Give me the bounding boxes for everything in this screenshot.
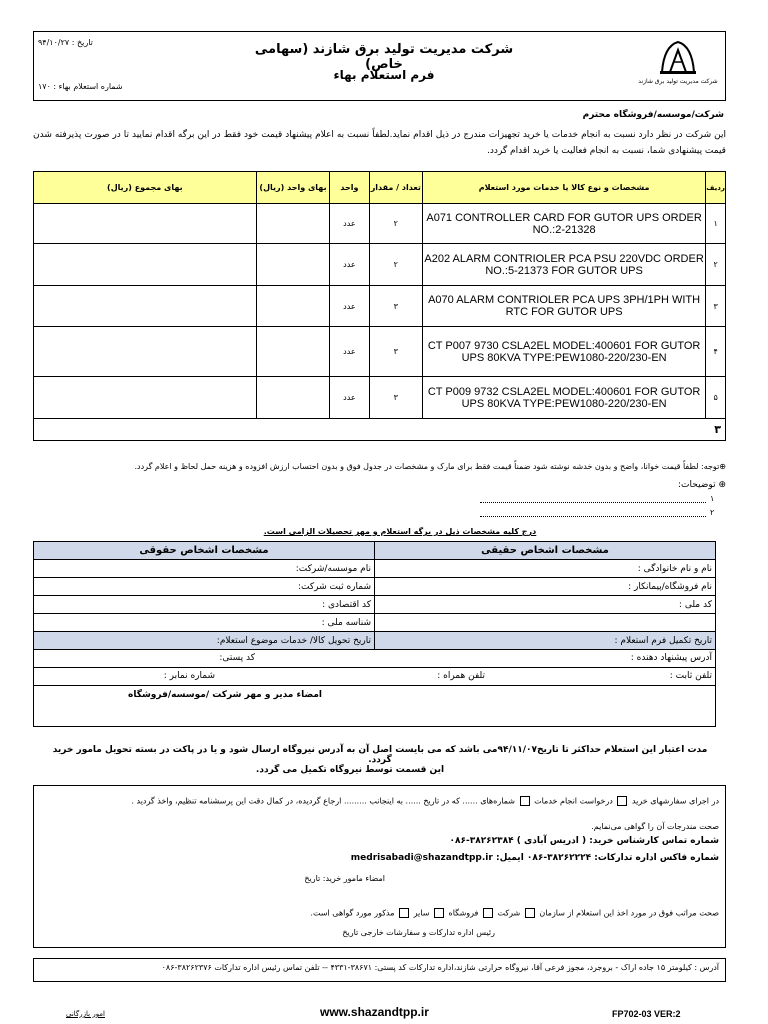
office-confirm-label: مذکور مورد گواهی است. <box>310 908 395 918</box>
row-number: ۵ <box>706 377 726 419</box>
remarks-line-1 <box>480 496 706 503</box>
email-link[interactable]: medrisabadi@shazandtpp.ir <box>350 853 493 863</box>
qty-cell: ۳ <box>369 286 422 327</box>
fax-email-label: شماره فاکس اداره تدارکات: ۳۸۲۶۲۲۲۴-۰۸۶ ایمیل: <box>495 853 719 863</box>
greeting: شرکت/موسسه/فروشگاه محترم <box>582 110 724 120</box>
total-cell <box>34 286 257 327</box>
header-box <box>33 31 726 101</box>
total-cell <box>34 327 257 377</box>
table-row <box>34 286 726 327</box>
signature-label: امضاء مدیر و مهر شرکت /موسسه/فروشگاه <box>128 690 322 700</box>
office-date-label: که در تاریخ <box>423 796 460 806</box>
footer-left: امور بازرگانی <box>66 1010 106 1018</box>
intro-text: این شرکت در نظر دارد نسبت به انجام خدمات یا خرید تجهیزات مندرج در ذیل اقدام نماید.لطفاً نسبت به اعلام پیشنهاد قیمت خود فقط در این برگه اقدام نمایید تا در صورت پذیرفته شدن قیمت پیشنهادی شما، نسبت به انجام فعالیت یا خرید اقدام گردد. <box>33 130 726 156</box>
unit-cell: عدد <box>330 244 369 286</box>
company-name: شرکت مدیریت تولید برق شازند (سهامی خاص) <box>254 42 514 72</box>
request-checkbox[interactable] <box>520 796 530 806</box>
total-cell <box>34 204 257 244</box>
legal-field-0[interactable]: نام موسسه/شرکت: <box>34 560 375 578</box>
logo-caption: شرکت مدیریت تولید برق شازند <box>638 78 718 85</box>
table-row <box>34 327 726 377</box>
remarks-number-1: ۱ <box>710 494 715 503</box>
qty-cell: ۲ <box>369 244 422 286</box>
office-to-label: به اینجانب <box>369 796 403 806</box>
row-number: ۴ <box>706 327 726 377</box>
table-row <box>34 377 726 419</box>
col-row: ردیف <box>706 172 726 204</box>
footer-code: FP702-03 VER:2 <box>612 1009 681 1019</box>
note-text: ⊕توجه: لطفاً قیمت خوانا، واضح و بدون خدشه نوشته شود ضمناً قیمت فقط برای مارک و مشخصات در جدول فوق و بدون احتساب ارزش افزوده و هزینه حمل لحاظ و اعلام گردد. <box>134 462 726 471</box>
table-row <box>34 244 726 286</box>
desc-cell: A202 ALARM CONTRIOLER PCA PSU 220VDC ORDER NO.:5-21373 FOR GUTOR UPS <box>423 244 706 286</box>
col-unit-price: بهای واحد (ریال) <box>256 172 330 204</box>
desc-cell: A071 CONTROLLER CARD FOR GUTOR UPS ORDER NO.:2-21328 <box>423 204 706 244</box>
address-bar <box>33 958 726 982</box>
real-field-0[interactable]: نام و نام خانوادگی : <box>375 560 716 578</box>
office-box <box>33 785 726 948</box>
office-line-2: صحت مندرجات آن را گواهی می‌نمایم. <box>591 822 719 831</box>
validity-text: مدت اعتبار این استعلام حداکثر تا تاریخ۹۴/۱۱/۰۷می باشد که می بایست اصل آن به آدرس نیروگاه ارسال شود و یا در پاکت در بسته تحویل مامور خرید گردد. <box>52 745 708 765</box>
remarks-line-2 <box>480 510 706 517</box>
office-line-5: امضاء مامور خرید: تاریخ <box>304 874 385 883</box>
phone-label[interactable]: تلفن ثابت : <box>669 671 712 681</box>
office-order-label: در اجرای سفارشهای خرید <box>631 796 719 806</box>
col-total: بهای مجموع (ریال) <box>34 172 257 204</box>
date-label: تاریخ : ۹۴/۱۰/۲۷ <box>38 38 93 47</box>
fill-date-field[interactable]: تاریخ تکمیل فرم استعلام : <box>375 632 716 650</box>
unit-cell: عدد <box>330 327 369 377</box>
qty-cell: ۳ <box>369 327 422 377</box>
unit-cell: عدد <box>330 377 369 419</box>
office-line-3: شماره تماس کارشناس خرید: ( ادریس آبادی ) ۳۸۲۶۲۳۸۴-۰۸۶ <box>449 836 719 846</box>
unit-price-cell <box>256 286 330 327</box>
unit-price-cell <box>256 327 330 377</box>
unit-price-cell <box>256 377 330 419</box>
address-row <box>34 650 716 668</box>
order-checkbox[interactable] <box>617 796 627 806</box>
total-cell <box>34 377 257 419</box>
unit-price-cell <box>256 244 330 286</box>
phone-row <box>34 668 716 686</box>
total-cell <box>34 244 257 286</box>
office-cert-label: صحت مراتب فوق در مورد اخذ این استعلام از سازمان <box>539 908 719 918</box>
col-qty: تعداد / مقدار <box>369 172 422 204</box>
unit-cell: عدد <box>330 204 369 244</box>
legal-header: مشخصات اشخاص حقوقی <box>34 542 375 560</box>
legal-field-2[interactable]: کد اقتصادی : <box>34 596 375 614</box>
office-shop-label: فروشگاه <box>448 908 479 918</box>
other-checkbox[interactable] <box>434 908 444 918</box>
remarks-text: توضیحات: <box>678 480 716 490</box>
footer-number: ۳ <box>714 423 721 436</box>
qty-cell: ۲ <box>369 204 422 244</box>
desc-cell: A070 ALARM CONTRIOLER PCA UPS 3PH/1PH WITH RTC FOR GUTOR UPS <box>423 286 706 327</box>
row-number: ۲ <box>706 244 726 286</box>
mobile-label[interactable]: تلفن همراه : <box>437 671 485 681</box>
legal-field-3[interactable]: شناسه ملی : <box>34 614 375 632</box>
office-end-label: ارجاع گردیده، در کمال دقت این پرسشنامه تنظیم، واخذ گردید . <box>131 796 342 806</box>
qty-cell: ۳ <box>369 377 422 419</box>
delivery-date-field[interactable]: تاریخ تحویل کالا/ خدمات موضوع استعلام: <box>34 632 375 650</box>
address-text: آدرس : کیلومتر ۱۵ جاده اراک - بروجرد، مجوز فرعی آقا، نیروگاه حرارتی شازند،اداره تدارکات کد پستی: ۳۸۶۷۱-۴۳۳۱ -- تلفن تماس رئیس اداره تدارکات ۳۸۲۶۲۳۷۶-۰۸۶ <box>161 963 719 972</box>
office-number-label: شماره‌های <box>480 796 515 806</box>
company-checkbox[interactable] <box>525 908 535 918</box>
shop-checkbox[interactable] <box>483 908 493 918</box>
desc-cell: CT P007 9730 CSLA2EL MODEL:400601 FOR GUTOR UPS 80KVA TYPE:PEW1080-220/230-EN <box>423 327 706 377</box>
row-number: ۳ <box>706 286 726 327</box>
signature-row <box>34 686 716 727</box>
real-field-1[interactable]: نام فروشگاه/پیمانکار : <box>375 578 716 596</box>
table-footer-row <box>34 419 726 441</box>
real-field-2[interactable]: کد ملی : <box>375 596 716 614</box>
validity-note: این قسمت توسط نیروگاه تکمیل می گردد. <box>255 765 445 775</box>
form-title: فرم استعلام بهاء <box>333 68 435 82</box>
office-other-label: سایر <box>413 908 430 918</box>
unit-cell: عدد <box>330 286 369 327</box>
party-info-table <box>33 541 716 727</box>
legal-field-1[interactable]: شماره ثبت شرکت: <box>34 578 375 596</box>
address-label[interactable]: آدرس پیشنهاد دهنده : <box>630 653 712 663</box>
postal-label[interactable]: کد پستی: <box>219 653 255 663</box>
office-line-7: رئیس اداره تدارکات و سفارشات خارجی تاریخ <box>342 928 495 937</box>
row-number: ۱ <box>706 204 726 244</box>
desc-cell: CT P009 9732 CSLA2EL MODEL:400601 FOR GUTOR UPS 80KVA TYPE:PEW1080-220/230-EN <box>423 377 706 419</box>
footer-cell <box>34 419 726 441</box>
confirm-checkbox[interactable] <box>399 908 409 918</box>
office-company-label: شرکت <box>497 908 521 918</box>
number-label: شماره استعلام بهاء : ۱۷۰ <box>38 82 123 91</box>
note-body: توجه: لطفاً قیمت خوانا، واضح و بدون خدشه نوشته شود ضمناً قیمت فقط برای مارک و مشخصات در جدول فوق و بدون احتساب ارزش افزوده و هزینه حمل لحاظ و اعلام گردد. <box>134 462 720 471</box>
company-logo <box>634 38 722 94</box>
remarks-number-2: ۲ <box>710 508 715 517</box>
col-unit: واحد <box>330 172 369 204</box>
real-field-3[interactable] <box>375 614 716 632</box>
fax-label[interactable]: شماره نمابر : <box>163 671 215 681</box>
footer-url[interactable]: www.shazandtpp.ir <box>320 1005 429 1019</box>
office-line-4 <box>351 853 719 863</box>
items-table <box>33 171 726 441</box>
col-desc: مشخصات و نوع کالا یا خدمات مورد استعلام <box>423 172 706 204</box>
real-header: مشخصات اشخاص حقیقی <box>375 542 716 560</box>
table-row <box>34 204 726 244</box>
party-caption: درج کلیه مشخصات ذیل در برگه استعلام و مهر تحصیلات الزامی است. <box>263 527 537 536</box>
office-line-1: در اجرای سفارشهای خرید درخواست انجام خدمات شماره‌های ...... که در تاریخ ...... به اینجانب ......... ارجاع گردیده، در کمال دقت این پرسشنامه تنظیم، واخذ گردید . <box>131 796 719 806</box>
unit-price-cell <box>256 204 330 244</box>
office-line-6 <box>39 908 719 918</box>
remarks-label: ⊕ توضیحات: <box>678 480 726 490</box>
office-request-label: درخواست انجام خدمات <box>534 796 613 806</box>
